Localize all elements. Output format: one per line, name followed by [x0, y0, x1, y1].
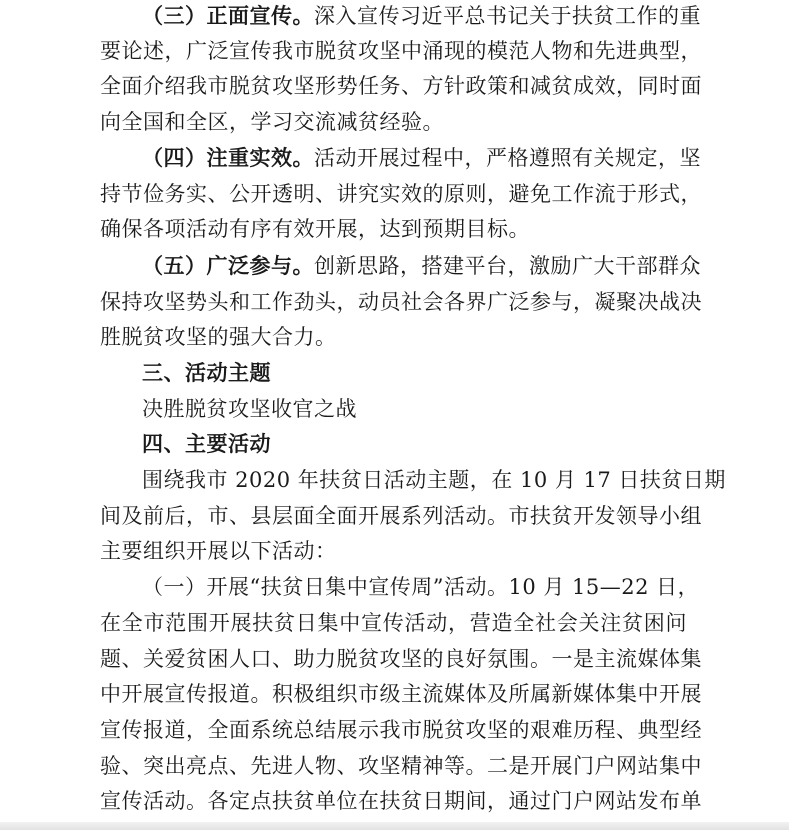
para-3-line-2: 要论述，广泛宣传我市脱贫攻坚中涌现的模范人物和先进典型， — [100, 39, 702, 63]
para-5-line-1: （五）广泛参与。创新思路，搭建平台，激励广大干部群众 — [142, 254, 701, 278]
para-3-lead: （三）正面宣传。 — [142, 4, 314, 28]
section-heading-4: 四、主要活动 — [142, 432, 271, 456]
theme-text: 决胜脱贫攻坚收官之战 — [142, 397, 357, 421]
intro-line-2: 间及前后，市、县层面全面开展系列活动。市扶贫开发领导小组 — [100, 504, 702, 528]
section-heading-3: 三、活动主题 — [142, 361, 271, 385]
viewer-bottom-bar — [0, 822, 789, 830]
para-3-line-3: 全面介绍我市脱贫攻坚形势任务、方针政策和减贫成效，同时面 — [100, 74, 702, 98]
para-3-line-1: （三）正面宣传。深入宣传习近平总书记关于扶贫工作的重 — [142, 4, 701, 28]
intro-line-3: 主要组织开展以下活动： — [100, 539, 337, 563]
activity1-line-2: 在全市范围开展扶贫日集中宣传活动，营造全社会关注贫困问 — [100, 611, 687, 635]
activity1-line-3: 题、关爱贫困人口、助力脱贫攻坚的良好氛围。一是主流媒体集 — [100, 647, 702, 671]
para-3-line-4: 向全国和全区，学习交流减贫经验。 — [100, 110, 444, 134]
activity1-line-5: 宣传报道，全面系统总结展示我市脱贫攻坚的艰难历程、典型经 — [100, 718, 702, 742]
para-5-lead: （五）广泛参与。 — [142, 254, 314, 278]
para-4-line-2: 持节俭务实、公开透明、讲究实效的原则，避免工作流于形式， — [100, 182, 702, 206]
para-4-lead: （四）注重实效。 — [142, 146, 314, 170]
para-4-line-3: 确保各项活动有序有效开展，达到预期目标。 — [100, 217, 530, 241]
para-4-line-1: （四）注重实效。活动开展过程中，严格遵照有关规定，坚 — [142, 146, 701, 170]
para-5-line-2: 保持攻坚势头和工作劲头，动员社会各界广泛参与，凝聚决战决 — [100, 290, 702, 314]
intro-line-1: 围绕我市 2020 年扶贫日活动主题，在 10 月 17 日扶贫日期 — [142, 468, 726, 492]
activity1-line-6: 验、突出亮点、先进人物、攻坚精神等。二是开展门户网站集中 — [100, 754, 702, 778]
activity1-line-4: 中开展宣传报道。积极组织市级主流媒体及所属新媒体集中开展 — [100, 682, 702, 706]
para-5-line-3: 胜脱贫攻坚的强大合力。 — [100, 325, 337, 349]
activity1-line-7: 宣传活动。各定点扶贫单位在扶贫日期间，通过门户网站发布单 — [100, 789, 702, 813]
activity1-line-1: （一）开展“扶贫日集中宣传周”活动。10 月 15—22 日， — [142, 575, 700, 599]
